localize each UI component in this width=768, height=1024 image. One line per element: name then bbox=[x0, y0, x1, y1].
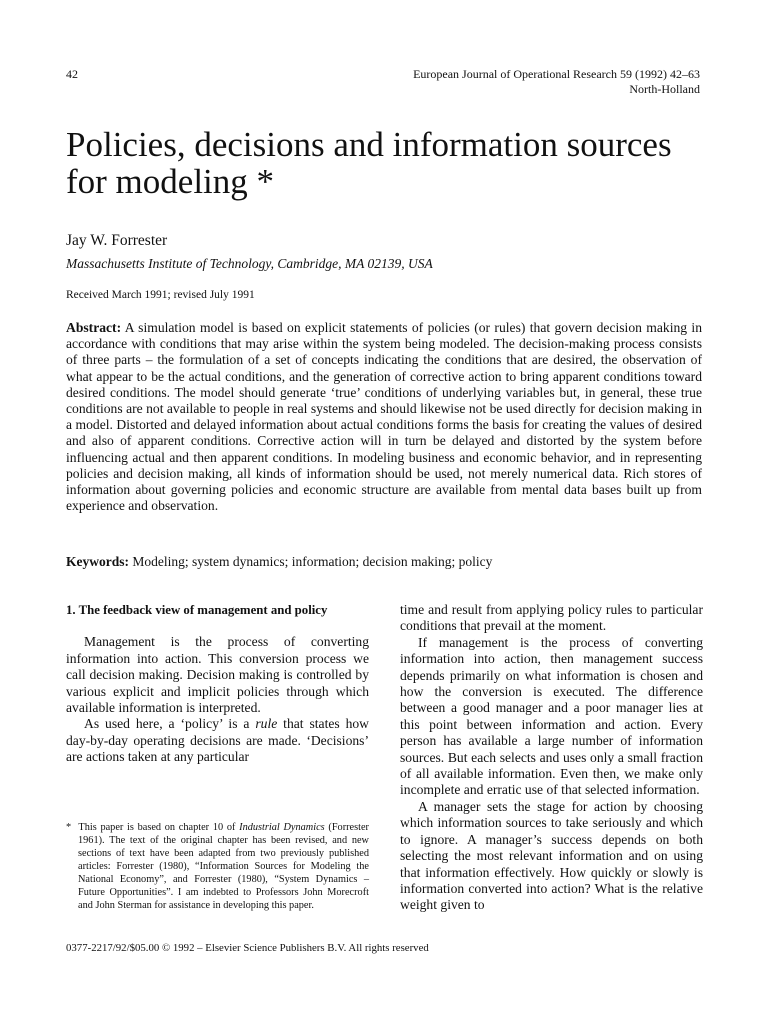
keywords bbox=[66, 554, 492, 570]
copyright-line: 0377-2217/92/$05.00 © 1992 – Elsevier Science Publishers B.V. All rights reserved bbox=[66, 942, 429, 954]
abstract bbox=[66, 320, 702, 514]
author-affiliation: Massachusetts Institute of Technology, Cambridge, MA 02139, USA bbox=[66, 256, 433, 271]
abstract-text: A simulation model is based on explicit statements of policies (or rules) that govern decision making in accordance with conditions that may arise within the system being modeled. The decision-making process consists of three parts – the formulation of a set of concepts indicating the conditions that are desired, the observation of what appear to be the actual conditions, and the generation of corrective action to bring apparent conditions toward desired conditions. The model should generate ‘true’ conditions of underlying variables but, in general, these true conditions are not available to people in real systems and should likewise not be used directly for decision making in a model. Distorted and delayed information about actual conditions forms the basis for creating the values of desired and also of apparent conditions. Corrective action will in turn be delayed and distorted by the system before influencing actual and then apparent conditions. In modeling business and economic behavior, and in representing policies and decision making, all kinds of information should be used, not merely numerical data. Rich stores of information about governing policies and economic structure are available from mental data bases built up from experience and observation. bbox=[66, 320, 702, 514]
body-paragraph bbox=[66, 716, 369, 765]
footnote-marker: * bbox=[66, 822, 72, 833]
text-run: As used here, a ‘policy’ is a bbox=[84, 716, 256, 732]
book-title: Industrial Dynamics bbox=[239, 822, 325, 833]
page-number: 42 bbox=[66, 67, 78, 81]
body-paragraph: Management is the process of converting information into action. This conversion process we call decision making. Decision making is controlled by various explicit and implicit policies through which available information is interpreted. bbox=[66, 634, 369, 716]
section-heading: 1. The feedback view of management and policy bbox=[66, 603, 328, 617]
emphasis-rule: rule bbox=[255, 716, 278, 732]
publisher-line: North-Holland bbox=[629, 82, 700, 96]
abstract-label: Abstract: bbox=[66, 320, 122, 335]
body-paragraph: A manager sets the stage for action by choosing which information sources to take seriously and which to ignore. A manager’s success depends on both selecting the most relevant information and on using that information effectively. How quickly or slowly is information converted into action? What is the relative weight given to bbox=[400, 798, 703, 913]
received-dates: Received March 1991; revised July 1991 bbox=[66, 289, 255, 301]
footnote-text: This paper is based on chapter 10 of bbox=[78, 822, 240, 833]
left-column bbox=[66, 602, 369, 766]
paper-title: Policies, decisions and information sources for modeling * bbox=[66, 125, 672, 201]
journal-line: European Journal of Operational Research 59 (1992) 42–63 bbox=[413, 67, 700, 81]
author-name: Jay W. Forrester bbox=[66, 232, 168, 249]
keywords-label: Keywords: bbox=[66, 554, 129, 569]
text-run: that states how day-by-day operating decisions are made. ‘Decisions’ are actions taken at any particular bbox=[66, 716, 369, 765]
right-column bbox=[400, 602, 703, 914]
footnote-text: (Forrester 1961). The text of the original chapter has been revised, and new sections of text have been adapted from two previously published articles: Forrester (1980), “Information Sources for Modeling the National Economy”, and Forrester (1980), “System Dynamics – Future Opportunities”. I am indebted to Professors John Morecroft and John Sterman for assistance in developing this paper. bbox=[78, 822, 369, 911]
body-paragraph: time and result from applying policy rules to particular conditions that prevail at the moment. bbox=[400, 602, 703, 634]
keywords-text: Modeling; system dynamics; information; decision making; policy bbox=[132, 554, 493, 569]
footnote bbox=[66, 821, 369, 912]
body-paragraph: If management is the process of converting information into action, then management success depends primarily on what information is chosen and how the conversion is executed. The difference between a good manager and a poor manager lies at this point between information and action. Every person has available a large number of information sources. But each selects and uses only a small fraction of all available information. Even then, we make only incomplete and erratic use of that selected information. bbox=[400, 634, 703, 798]
journal-citation bbox=[413, 67, 700, 97]
